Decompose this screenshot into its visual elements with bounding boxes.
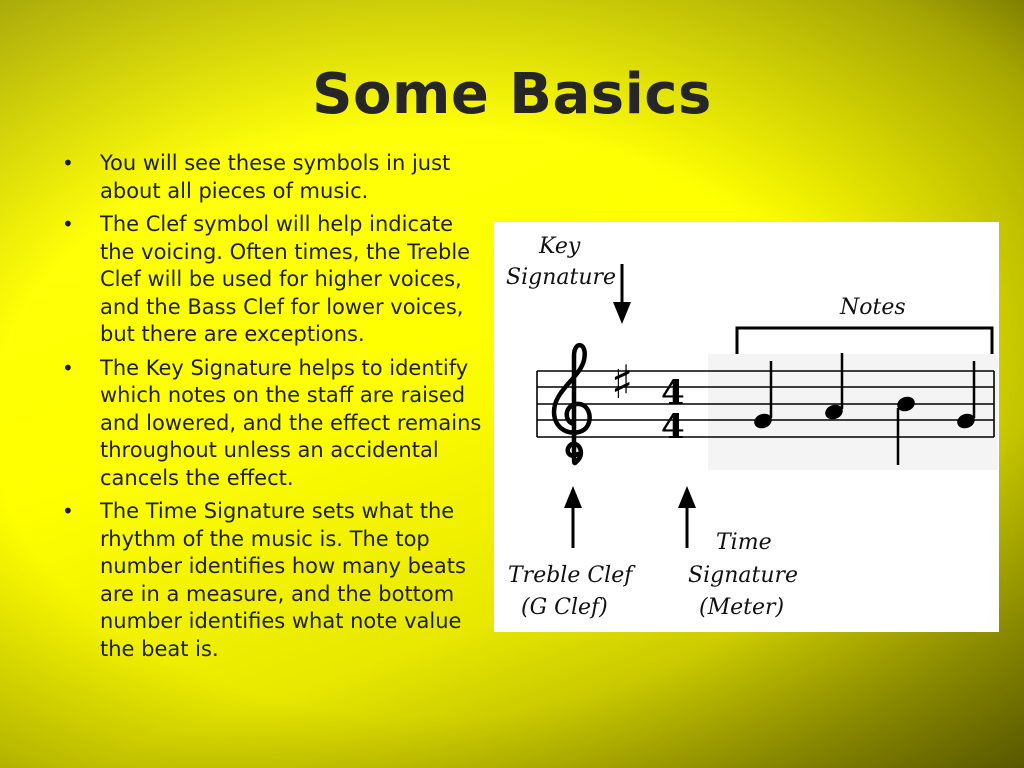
notes-bracket (737, 328, 992, 356)
bullet-item (60, 355, 490, 493)
bullet-dot-icon: • (62, 212, 74, 236)
key-signature-label: Signature (506, 265, 617, 290)
slide-title: Some Basics (312, 62, 712, 127)
treble-clef-sublabel: (G Clef) (521, 595, 608, 620)
notes-label: Notes (840, 295, 906, 320)
bullet-dot-icon: • (62, 499, 74, 523)
bullet-item (60, 498, 490, 663)
treble-clef-arrow-icon (564, 486, 582, 548)
time-signature-top: 4 (661, 373, 685, 413)
bullet-list (60, 150, 490, 669)
sharp-icon: ♯ (611, 355, 634, 409)
bullet-text: The Key Signature helps to identify which notes on the staff are raised and lowered, and the effect remains throughout unless an accidental cancels the effect. (100, 355, 482, 490)
time-signature-arrow-icon (678, 486, 696, 548)
notation-svg (494, 222, 999, 632)
time-signature-label: Signature (688, 563, 799, 588)
bullet-item (60, 211, 490, 349)
time-signature-sublabel: (Meter) (699, 595, 785, 620)
bullet-dot-icon: • (62, 151, 74, 175)
bullet-text: The Clef symbol will help indicate the voicing. Often times, the Treble Clef will be used for higher voices, and the Bass Clef for lower voices, but there are exceptions. (100, 212, 471, 346)
treble-clef-label: Treble Clef (508, 563, 633, 588)
time-signature-label: Time (716, 530, 772, 555)
bullet-text: You will see these symbols in just about all pieces of music. (100, 151, 451, 203)
bullet-text: The Time Signature sets what the rhythm of the music is. The top number identifies how many beats are in a measure, and the bottom number identifies what note value the beat is. (100, 499, 466, 661)
key-signature-label: Key (539, 234, 581, 259)
bullet-item (60, 150, 490, 205)
bullet-dot-icon: • (62, 355, 74, 380)
music-notation-diagram (494, 222, 999, 632)
time-signature-bottom: 4 (661, 407, 685, 447)
